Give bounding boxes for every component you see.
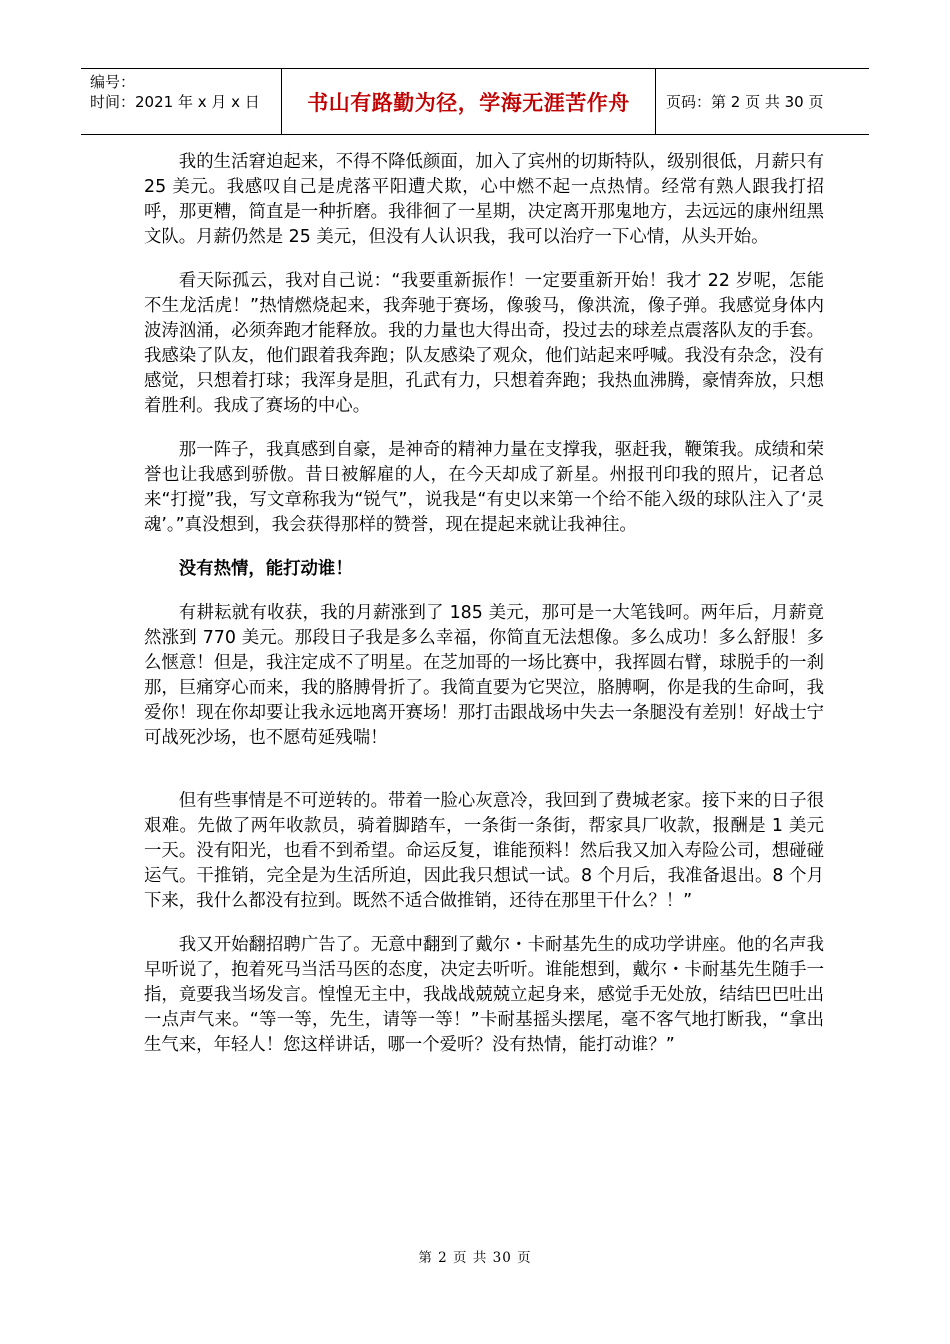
section-heading: 没有热情，能打动谁！ xyxy=(178,559,353,579)
header-meta xyxy=(81,69,281,134)
paragraph: 看天际孤云，我对自己说：“我要重新振作！一定要重新开始！我才 22 岁呢，怎能不生龙活虎！”热情燃烧起来，我奔驰于赛场，像骏马，像洪流，像子弹。我感觉身体内波涛汹涌，必须奔跑才能释放。我的力量也大得出奇，投过去的球差点震落队友的手套。我感染了队友，他们跟着我奔跑；队友感染了观众，他们站起来呼喊。我没有杂念，没有感觉，只想着打球；我浑身是胆，孔武有力，只想着奔跑；我热血沸腾，豪情奔放，只想着胜利。我成了赛场的中心。 xyxy=(144,271,824,416)
page-footer: 第 2 页 共 30 页 xyxy=(418,1250,532,1266)
header-page-info: 页码：第 2 页 共 30 页 xyxy=(666,93,824,111)
document-body xyxy=(144,150,824,1077)
paragraph: 我的生活窘迫起来，不得不降低颜面，加入了宾州的切斯特队，级别很低，月薪只有 25 美元。我感叹自己是虎落平阳遭犬欺，心中燃不起一点热情。经常有熟人跟我打招呼，那更糟，简直是一种折磨。我徘徊了一星期，决定离开那鬼地方，去远远的康州纽黑文队。月薪仍然是 25 美元，但没有人认识我，我可以治疗一下心情，从头开始。 xyxy=(144,152,824,247)
paragraph: 我又开始翻招聘广告了。无意中翻到了戴尔・卡耐基先生的成功学讲座。他的名声我早听说了，抱着死马当活马医的态度，决定去听听。谁能想到，戴尔・卡耐基先生随手一指，竟要我当场发言。惶惶无主中，我战战兢兢立起身来，感觉手无处放，结结巴巴吐出一点声气来。“等一等，先生，请等一等！”卡耐基摇头摆尾，毫不客气地打断我，“拿出生气来，年轻人！您这样讲话，哪一个爱听？没有热情，能打动谁？” xyxy=(144,935,824,1055)
document-time-label: 时间：2021 年 x 月 x 日 xyxy=(90,93,260,111)
document-number-label: 编号： xyxy=(90,73,136,91)
paragraph: 但有些事情是不可逆转的。带着一脸心灰意冷，我回到了费城老家。接下来的日子很艰难。先做了两年收款员，骑着脚踏车，一条街一条街，帮家具厂收款，报酬是 1 美元一天。没有阳光，也看不到希望。命运反复，谁能预料！然后我又加入寿险公司，想碰碰运气。干推销，完全是为生活所迫，因此我只想试一试。8 个月后，我准备退出。8 个月下来，我什么都没有拉到。既然不适合做推销，还待在那里干什么？！” xyxy=(144,791,824,911)
paragraph: 有耕耘就有收获，我的月薪涨到了 185 美元，那可是一大笔钱呵。两年后，月薪竟然涨到 770 美元。那段日子我是多么幸福，你简直无法想像。多么成功！多么舒服！多么惬意！但是，我注定成不了明星。在芝加哥的一场比赛中，我挥圆右臂，球脱手的一刹那，巨痛穿心而来，我的胳膊骨折了。我简直要为它哭泣，胳膊啊，你是我的生命呵，我爱你！现在你却要让我永远地离开赛场！那打击跟战场中失去一条腿没有差别！好战士宁可战死沙场，也不愿苟延残喘！ xyxy=(144,603,824,748)
paragraph: 那一阵子，我真感到自豪，是神奇的精神力量在支撑我，驱赶我，鞭策我。成绩和荣誉也让我感到骄傲。昔日被解雇的人，在今天却成了新星。州报刊印我的照片，记者总来“打搅”我，写文章称我为“锐气”，说我是“有史以来第一个给不能入级的球队注入了‘灵魂’。”真没想到，我会获得那样的赞誉，现在提起来就让我神往。 xyxy=(144,440,824,535)
header-motto: 书山有路勤为径，学海无涯苦作舟 xyxy=(281,69,656,134)
page-header xyxy=(81,68,869,135)
